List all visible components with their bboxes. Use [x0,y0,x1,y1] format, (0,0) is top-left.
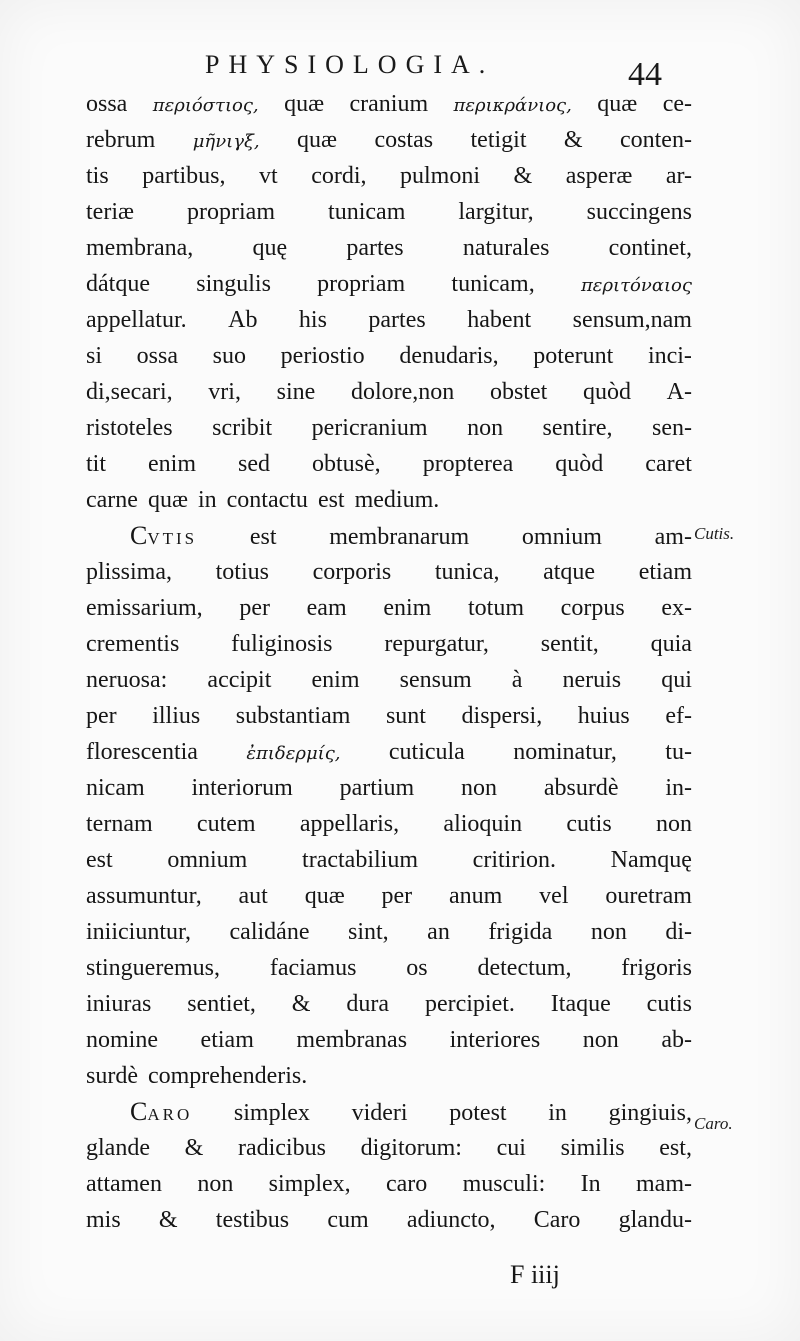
word: eam [306,595,347,621]
word: vel [539,883,569,909]
word: propriam [317,271,406,297]
word: cuticula [388,739,465,765]
word: cutem [196,811,256,837]
word: ab- [661,1027,692,1053]
word: sensum,nam [572,307,692,333]
word: si [86,343,103,369]
word: non [655,811,692,837]
word: huius [577,703,630,729]
word: membrana, [86,235,194,261]
word: sed [238,451,271,477]
word: tis [86,163,109,189]
word: quæ [297,127,338,153]
text-line [86,698,692,734]
word: crementis [86,631,180,657]
margin-note-caro: Caro. [694,1114,733,1133]
word: enim [383,595,432,621]
word: membranas [296,1027,408,1053]
word: omnium [521,524,602,550]
paragraph-lead-cutis [130,518,197,557]
word: pulmoni [400,163,481,189]
word: fuliginosis [231,631,333,657]
word: surdè [86,1063,138,1089]
word: simplex, [268,1171,351,1197]
word: periostio [280,343,365,369]
word: non [582,1027,619,1053]
word: quia [650,631,692,657]
word: & [513,163,533,189]
word: accipit [207,667,272,693]
word: mis [86,1207,121,1233]
word: illius [152,703,201,729]
initial-letter: C [130,1097,148,1126]
word: florescentia [86,739,198,765]
text-line [86,770,692,806]
word: enim [148,451,197,477]
word: largitur, [458,199,534,225]
text-line [86,878,692,914]
word: membranarum [329,524,470,550]
word: caro [386,1171,428,1197]
word: conten- [619,127,692,153]
text-line [86,86,692,122]
word: di,secari, [86,379,173,405]
word: in- [665,775,692,801]
text-line [86,266,692,302]
word: interiorum [191,775,293,801]
word: anum [449,883,503,909]
word: singulis [196,271,271,297]
word: sentiet, [187,991,256,1017]
word: inci- [647,343,692,369]
word: partium [339,775,415,801]
word: ouretram [605,883,692,909]
word: am- [654,524,692,550]
text-line [86,1058,692,1094]
small-caps-word: ARO [147,1105,193,1124]
word: ce- [662,91,692,117]
greek-word: μῆνιγξ, [192,131,260,152]
word: vt [259,163,278,189]
word: tractabilium [302,847,418,873]
word: cui [496,1135,526,1161]
word: radicibus [237,1135,326,1161]
text-line [86,518,692,554]
text-line [86,338,692,374]
word: qui [661,667,692,693]
word: an [427,919,450,945]
word: os [406,955,428,981]
word: mam- [636,1171,692,1197]
text-line [86,914,692,950]
word: totius [215,559,269,585]
word: tetigit [470,127,527,153]
word: ossa [136,343,179,369]
word: cum [327,1207,369,1233]
text-line [86,950,692,986]
word: in [548,1100,567,1126]
word: quæ [597,91,638,117]
text-line [86,986,692,1022]
word: partes [346,235,404,261]
text-line [86,122,692,158]
word: naturales [462,235,550,261]
page-number: 44 [628,56,662,93]
word: est [249,524,277,550]
word: & [184,1135,204,1161]
word: scribit [212,415,273,441]
word: ossa [86,91,128,117]
word: Itaque [550,991,611,1017]
word: videri [351,1100,408,1126]
word: succingens [586,199,692,225]
word: per [86,703,117,729]
text-line [86,626,692,662]
word: cranium [349,91,429,117]
word: tit [86,451,107,477]
word: sentire, [542,415,613,441]
text-line [86,1202,692,1238]
word: tunicam, [451,271,535,297]
word: à [511,667,523,693]
word: calidáne [229,919,310,945]
word: cutis [566,811,612,837]
word: dispersi, [461,703,543,729]
word: suo [212,343,247,369]
greek-word: ἐπιδερμίς, [246,743,341,764]
text-line [86,482,692,518]
signature-mark: F iiij [510,1260,560,1289]
word: adiuncto, [406,1207,496,1233]
word: quòd [582,379,631,405]
word: sunt [385,703,426,729]
word: cutis [646,991,692,1017]
word: di- [665,919,692,945]
word: propriam [187,199,276,225]
word: nomine [86,1027,158,1053]
word: omnium [167,847,248,873]
word: glandu- [618,1207,692,1233]
word: sint, [347,919,389,945]
word: partes [368,307,426,333]
greek-word: περιόστιος, [152,95,259,116]
running-head [0,42,800,93]
word: digitorum: [360,1135,462,1161]
word: quòd [555,451,604,477]
text-block [86,86,692,1238]
word: tu- [665,739,692,765]
word: repurgatur, [384,631,489,657]
word: frigida [488,919,553,945]
word: ternam [86,811,153,837]
word: & [563,127,583,153]
word: ristoteles [86,415,173,441]
small-caps-word: VTIS [147,529,198,548]
word: faciamus [269,955,357,981]
word: gingiuis, [608,1100,692,1126]
text-line [86,734,692,770]
word: Namquę [610,847,692,873]
word: obstet [489,379,548,405]
word: dátque [86,271,150,297]
text-line [86,446,692,482]
word: attamen [86,1171,162,1197]
text-line [86,302,692,338]
word: neruis [562,667,622,693]
word: frigoris [621,955,692,981]
word: sentit, [540,631,599,657]
text-line [86,194,692,230]
word: contactu [226,487,308,513]
text-line [86,1094,692,1130]
word: similis [560,1135,625,1161]
word: non [197,1171,234,1197]
text-line [86,590,692,626]
word: musculi: [462,1171,546,1197]
word: comprehenderis. [147,1063,308,1089]
word: Ab [228,307,258,333]
word: totum [467,595,524,621]
word: stingueremus, [86,955,220,981]
word: assumuntur, [86,883,202,909]
word: est, [659,1135,692,1161]
word: continet, [608,235,692,261]
word: substantiam [235,703,351,729]
greek-word: περικράνιος, [453,95,572,116]
text-line [86,1166,692,1202]
word: cordi, [311,163,367,189]
word: teriæ [86,199,134,225]
text-line [86,806,692,842]
text-line [86,374,692,410]
word: percipiet. [424,991,515,1017]
word: sine [276,379,316,405]
word: iniiciuntur, [86,919,192,945]
word: non [590,919,627,945]
word: simplex [233,1100,310,1126]
word: vri, [208,379,241,405]
word: appellatur. [86,307,187,333]
paragraph-lead-caro [130,1094,192,1133]
word: nominatur, [513,739,617,765]
word: sen- [652,415,692,441]
word: Caro [533,1207,581,1233]
word: appellaris, [299,811,400,837]
word: tunicam [328,199,406,225]
word: per [239,595,270,621]
text-line [86,410,692,446]
word: ar- [665,163,692,189]
margin-note-cutis: Cutis. [694,524,735,543]
text-line [86,842,692,878]
word: per [381,883,413,909]
word: corpus [560,595,625,621]
word: plissima, [86,559,173,585]
text-line [86,1130,692,1166]
word: caret [645,451,692,477]
text-line [86,662,692,698]
word: In [580,1171,601,1197]
word: partibus, [142,163,226,189]
word: tunica, [434,559,500,585]
word: aut [238,883,268,909]
word: dura [346,991,390,1017]
word: asperæ [565,163,633,189]
word: interiores [449,1027,541,1053]
word: quæ [147,487,188,513]
greek-word: περιτόναιος [580,275,692,296]
text-line [86,554,692,590]
word: enim [311,667,360,693]
word: nicam [86,775,145,801]
word: carne [86,487,138,513]
word: costas [374,127,434,153]
word: propterea [422,451,514,477]
word: potest [449,1100,507,1126]
word: alioquin [443,811,523,837]
word: sensum [399,667,472,693]
word: critirion. [472,847,556,873]
word: quæ [304,883,345,909]
word: absurdè [543,775,619,801]
text-line [86,1022,692,1058]
word: pericranium [311,415,428,441]
word: emissarium, [86,595,203,621]
running-title: PHYSIOLOGIA. [205,50,495,79]
word: ef- [665,703,692,729]
word: & [291,991,311,1017]
text-line [86,230,692,266]
word: non [461,775,498,801]
word: quę [252,235,288,261]
word: etiam [200,1027,254,1053]
word: obtusè, [312,451,381,477]
word: his [298,307,327,333]
word: testibus [215,1207,290,1233]
word: dolore,non [350,379,455,405]
word: est [86,847,113,873]
word: iniuras [86,991,152,1017]
text-line [86,158,692,194]
word: etiam [638,559,692,585]
word: & [158,1207,178,1233]
word: neruosa: [86,667,168,693]
initial-letter: C [130,521,148,550]
word: corporis [312,559,392,585]
word: habent [467,307,532,333]
word: poterunt [533,343,614,369]
word: detectum, [477,955,572,981]
word: atque [543,559,596,585]
word: glande [86,1135,150,1161]
word: medium. [354,487,440,513]
word: denudaris, [399,343,499,369]
word: est [317,487,345,513]
word: ex- [661,595,692,621]
word: in [197,487,217,513]
word: rebrum [86,127,156,153]
word: non [467,415,504,441]
word: A- [666,379,692,405]
word: quæ [284,91,325,117]
